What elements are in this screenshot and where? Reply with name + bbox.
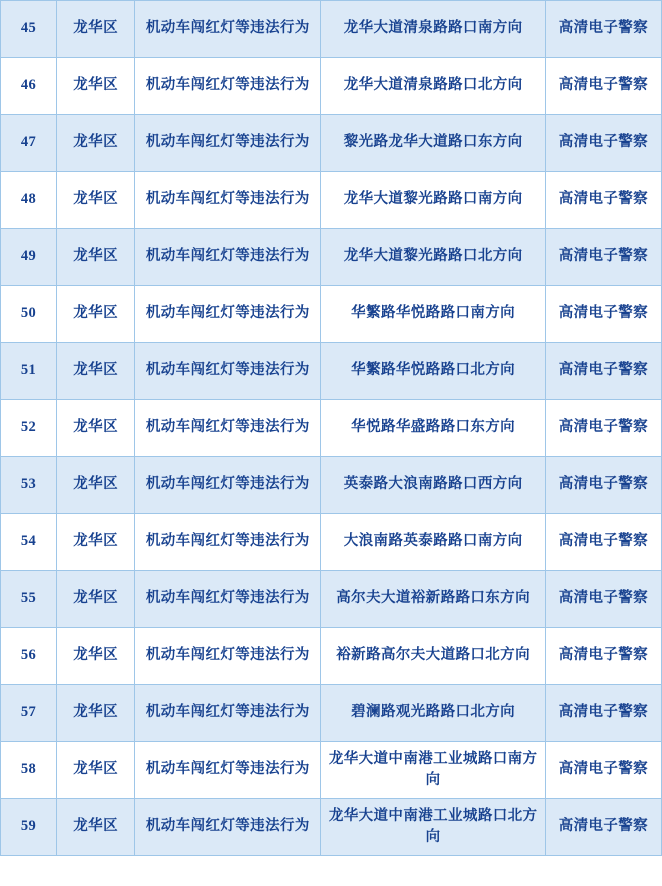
cell-index [1, 457, 57, 514]
cell-index-text: 56 [20, 647, 37, 664]
cell-location-text: 华繁路华悦路路口北方向 [351, 362, 516, 379]
table-row [1, 571, 662, 628]
cell-source [545, 1, 661, 58]
cell-violation-type-text: 机动车闯红灯等违法行为 [145, 704, 310, 721]
cell-index [1, 400, 57, 457]
cell-district [57, 1, 135, 58]
table-row [1, 457, 662, 514]
cell-district-text: 龙华区 [73, 533, 118, 550]
cell-index [1, 343, 57, 400]
cell-district [57, 400, 135, 457]
cell-violation-type-text: 机动车闯红灯等违法行为 [145, 362, 310, 379]
table-row [1, 628, 662, 685]
cell-index-text: 55 [20, 590, 37, 607]
cell-source-text: 高清电子警察 [558, 77, 649, 94]
cell-location [321, 685, 545, 742]
cell-location-text: 龙华大道中南港工业城路口南方向 [328, 750, 538, 788]
cell-district [57, 742, 135, 799]
cell-violation-type [135, 742, 321, 799]
cell-source [545, 286, 661, 343]
cell-violation-type-text: 机动车闯红灯等违法行为 [145, 77, 310, 94]
cell-violation-type [135, 229, 321, 286]
cell-source [545, 457, 661, 514]
table-row [1, 514, 662, 571]
cell-violation-type [135, 685, 321, 742]
table-row [1, 286, 662, 343]
table-row [1, 343, 662, 400]
cell-index-text: 47 [20, 134, 37, 151]
cell-source-text: 高清电子警察 [558, 191, 649, 208]
cell-location-text: 高尔夫大道裕新路路口东方向 [336, 590, 530, 607]
table-row [1, 58, 662, 115]
table-row [1, 1, 662, 58]
cell-location [321, 343, 545, 400]
cell-violation-type-text: 机动车闯红灯等违法行为 [145, 191, 310, 208]
cell-district-text: 龙华区 [73, 818, 118, 835]
cell-location [321, 172, 545, 229]
cell-violation-type [135, 457, 321, 514]
cell-index [1, 229, 57, 286]
cell-index [1, 514, 57, 571]
cell-location [321, 400, 545, 457]
cell-violation-type-text: 机动车闯红灯等违法行为 [145, 305, 310, 322]
cell-district-text: 龙华区 [73, 704, 118, 721]
cell-source-text: 高清电子警察 [558, 704, 649, 721]
cell-source [545, 343, 661, 400]
cell-district [57, 58, 135, 115]
cell-source-text: 高清电子警察 [558, 134, 649, 151]
table-row [1, 400, 662, 457]
cell-index [1, 628, 57, 685]
cell-index [1, 286, 57, 343]
cell-district [57, 457, 135, 514]
cell-location [321, 742, 545, 799]
cell-violation-type-text: 机动车闯红灯等违法行为 [145, 248, 310, 265]
cell-location [321, 571, 545, 628]
cell-location-text: 龙华大道中南港工业城路口北方向 [328, 807, 538, 845]
cell-district-text: 龙华区 [73, 134, 118, 151]
cell-index [1, 1, 57, 58]
cell-index [1, 799, 57, 856]
cell-district [57, 229, 135, 286]
cell-source [545, 742, 661, 799]
cell-district [57, 685, 135, 742]
cell-source [545, 115, 661, 172]
cell-violation-type [135, 628, 321, 685]
cell-source-text: 高清电子警察 [558, 362, 649, 379]
cell-district-text: 龙华区 [73, 419, 118, 436]
cell-index [1, 115, 57, 172]
cell-index [1, 742, 57, 799]
cell-location-text: 碧澜路观光路路口北方向 [351, 704, 516, 721]
cell-location-text: 大浪南路英泰路路口南方向 [343, 533, 523, 550]
cell-violation-type [135, 58, 321, 115]
cell-district-text: 龙华区 [73, 77, 118, 94]
cell-location [321, 457, 545, 514]
cell-district-text: 龙华区 [73, 590, 118, 607]
cell-district [57, 343, 135, 400]
cell-district [57, 571, 135, 628]
cell-district-text: 龙华区 [73, 20, 118, 37]
cell-violation-type-text: 机动车闯红灯等违法行为 [145, 590, 310, 607]
cell-location [321, 1, 545, 58]
cell-index-text: 57 [20, 704, 37, 721]
cell-violation-type [135, 343, 321, 400]
table-row [1, 172, 662, 229]
cell-district [57, 286, 135, 343]
cell-source [545, 571, 661, 628]
table-row [1, 742, 662, 799]
cell-location-text: 龙华大道清泉路路口北方向 [343, 77, 523, 94]
cell-violation-type [135, 286, 321, 343]
cell-source [545, 799, 661, 856]
cell-index-text: 59 [20, 818, 37, 835]
cell-index-text: 45 [20, 20, 37, 37]
cell-source [545, 172, 661, 229]
cell-index-text: 50 [20, 305, 37, 322]
cell-index-text: 54 [20, 533, 37, 550]
cell-violation-type-text: 机动车闯红灯等违法行为 [145, 533, 310, 550]
cell-violation-type-text: 机动车闯红灯等违法行为 [145, 20, 310, 37]
cell-district [57, 799, 135, 856]
cell-violation-type-text: 机动车闯红灯等违法行为 [145, 134, 310, 151]
cell-source-text: 高清电子警察 [558, 476, 649, 493]
cell-index-text: 51 [20, 362, 37, 379]
cell-source-text: 高清电子警察 [558, 533, 649, 550]
cell-source-text: 高清电子警察 [558, 818, 649, 835]
cell-index [1, 58, 57, 115]
cell-location [321, 628, 545, 685]
cell-district [57, 514, 135, 571]
cell-violation-type [135, 799, 321, 856]
cell-index-text: 49 [20, 248, 37, 265]
cell-district [57, 115, 135, 172]
cell-location [321, 58, 545, 115]
table-row [1, 115, 662, 172]
cell-location-text: 龙华大道黎光路路口南方向 [343, 191, 523, 208]
cell-source-text: 高清电子警察 [558, 590, 649, 607]
cell-location-text: 华悦路华盛路路口东方向 [351, 419, 516, 436]
cell-violation-type [135, 115, 321, 172]
cell-source [545, 628, 661, 685]
cell-source [545, 229, 661, 286]
cell-district [57, 172, 135, 229]
table-row [1, 229, 662, 286]
cell-district-text: 龙华区 [73, 476, 118, 493]
cell-district-text: 龙华区 [73, 761, 118, 778]
cell-location-text: 龙华大道清泉路路口南方向 [343, 20, 523, 37]
cell-source-text: 高清电子警察 [558, 647, 649, 664]
cell-location-text: 英泰路大浪南路路口西方向 [343, 476, 523, 493]
cell-index-text: 53 [20, 476, 37, 493]
cell-source [545, 514, 661, 571]
cell-location [321, 286, 545, 343]
cell-location [321, 799, 545, 856]
cell-index [1, 685, 57, 742]
cell-violation-type-text: 机动车闯红灯等违法行为 [145, 818, 310, 835]
cell-district-text: 龙华区 [73, 647, 118, 664]
cell-district [57, 628, 135, 685]
table-row [1, 685, 662, 742]
cell-source-text: 高清电子警察 [558, 761, 649, 778]
cell-source-text: 高清电子警察 [558, 305, 649, 322]
cell-index-text: 48 [20, 191, 37, 208]
cell-violation-type [135, 400, 321, 457]
cell-location-text: 黎光路龙华大道路口东方向 [343, 134, 523, 151]
cell-source-text: 高清电子警察 [558, 20, 649, 37]
cell-location [321, 229, 545, 286]
cell-violation-type [135, 514, 321, 571]
cell-district-text: 龙华区 [73, 248, 118, 265]
cell-index-text: 58 [20, 761, 37, 778]
cell-source-text: 高清电子警察 [558, 248, 649, 265]
cell-index-text: 46 [20, 77, 37, 94]
cell-violation-type [135, 571, 321, 628]
cell-source-text: 高清电子警察 [558, 419, 649, 436]
cell-violation-type-text: 机动车闯红灯等违法行为 [145, 419, 310, 436]
cell-location-text: 龙华大道黎光路路口北方向 [343, 248, 523, 265]
cell-violation-type-text: 机动车闯红灯等违法行为 [145, 647, 310, 664]
cell-source [545, 400, 661, 457]
cell-index [1, 172, 57, 229]
cell-source [545, 58, 661, 115]
cell-violation-type [135, 1, 321, 58]
cell-index-text: 52 [20, 419, 37, 436]
cell-district-text: 龙华区 [73, 362, 118, 379]
cell-violation-type-text: 机动车闯红灯等违法行为 [145, 476, 310, 493]
cell-location-text: 华繁路华悦路路口南方向 [351, 305, 516, 322]
cell-index [1, 571, 57, 628]
table-body [1, 1, 662, 856]
cell-district-text: 龙华区 [73, 305, 118, 322]
cell-violation-type [135, 172, 321, 229]
cell-location-text: 裕新路高尔夫大道路口北方向 [336, 647, 530, 664]
cell-location [321, 115, 545, 172]
cell-source [545, 685, 661, 742]
cell-violation-type-text: 机动车闯红灯等违法行为 [145, 761, 310, 778]
cell-location [321, 514, 545, 571]
table-row [1, 799, 662, 856]
cell-district-text: 龙华区 [73, 191, 118, 208]
